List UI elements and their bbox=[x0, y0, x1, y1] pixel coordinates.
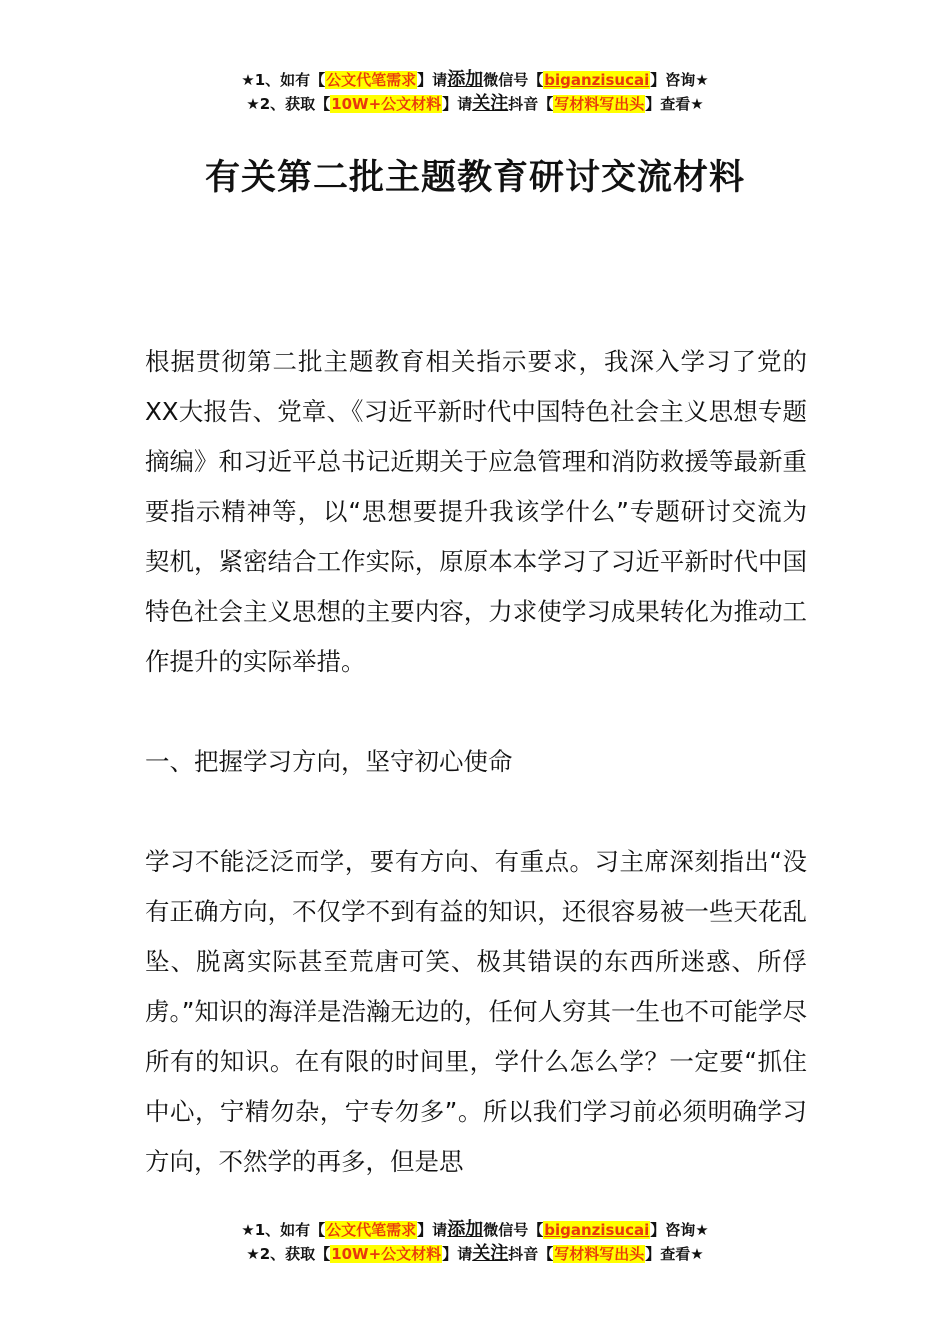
banner-text: 抖音【 bbox=[508, 95, 554, 113]
section-heading-1: 一、把握学习方向，坚守初心使命 bbox=[145, 747, 513, 776]
banner-text: 】查看★ bbox=[645, 95, 704, 113]
emphasis-text: 添加 bbox=[447, 69, 484, 90]
banner-text: 】请 bbox=[442, 1245, 473, 1263]
highlight-text: 公文代笔需求 bbox=[326, 1221, 417, 1239]
emphasis-text: 添加 bbox=[447, 1219, 484, 1240]
banner-text: 】请 bbox=[442, 95, 473, 113]
banner-line-1 bbox=[0, 68, 950, 92]
banner-text: 微信号【 bbox=[483, 71, 544, 89]
douyin-highlight: 写材料写出头 bbox=[554, 1245, 645, 1263]
banner-text: ★2、获取【 bbox=[246, 1245, 331, 1263]
wechat-id-highlight: biganzisucai bbox=[544, 71, 650, 89]
banner-text: 】咨询★ bbox=[650, 1221, 709, 1239]
highlight-text: 10W+公文材料 bbox=[331, 95, 442, 113]
paragraph-intro: 根据贯彻第二批主题教育相关指示要求，我深入学习了党的XX大报告、党章、《习近平新时代中国特色社会主义思想专题摘编》和习近平总书记近期关于应急管理和消防救援等最新重要指示精神等，以“思想要提升我该学什么”专题研讨交流为契机，紧密结合工作实际，原原本本学习了习近平新时代中国特色社会主义思想的主要内容，力求使学习成果转化为推动工作提升的实际举措。 bbox=[145, 347, 807, 676]
banner-text: 微信号【 bbox=[483, 1221, 544, 1239]
banner-text: 】咨询★ bbox=[650, 71, 709, 89]
banner-line-2 bbox=[0, 92, 950, 116]
banner-line-1 bbox=[0, 1218, 950, 1242]
highlight-text: 公文代笔需求 bbox=[326, 71, 417, 89]
banner-text: ★1、如有【 bbox=[241, 71, 326, 89]
banner-text: 】查看★ bbox=[645, 1245, 704, 1263]
banner-text: 】请 bbox=[417, 1221, 448, 1239]
wechat-id-highlight: biganzisucai bbox=[544, 1221, 650, 1239]
highlight-text: 10W+公文材料 bbox=[331, 1245, 442, 1263]
emphasis-text: 关注 bbox=[472, 1243, 509, 1264]
banner-text: 抖音【 bbox=[508, 1245, 554, 1263]
paragraph-section-1: 学习不能泛泛而学，要有方向、有重点。习主席深刻指出“没有正确方向，不仅学不到有益的知识，还很容易被一些天花乱坠、脱离实际甚至荒唐可笑、极其错误的东西所迷惑、所俘虏。”知识的海洋是浩瀚无边的，任何人穷其一生也不可能学尽所有的知识。在有限的时间里，学什么怎么学？一定要“抓住中心，宁精勿杂，宁专勿多”。所以我们学习前必须明确学习方向，不然学的再多，但是思 bbox=[145, 847, 807, 1176]
banner-text: ★2、获取【 bbox=[246, 95, 331, 113]
banner-line-2 bbox=[0, 1242, 950, 1266]
footer-banner bbox=[0, 1218, 950, 1266]
emphasis-text: 关注 bbox=[472, 93, 509, 114]
banner-text: ★1、如有【 bbox=[241, 1221, 326, 1239]
header-banner bbox=[0, 68, 950, 116]
douyin-highlight: 写材料写出头 bbox=[554, 95, 645, 113]
banner-text: 】请 bbox=[417, 71, 448, 89]
document-title: 有关第二批主题教育研讨交流材料 bbox=[204, 158, 745, 198]
